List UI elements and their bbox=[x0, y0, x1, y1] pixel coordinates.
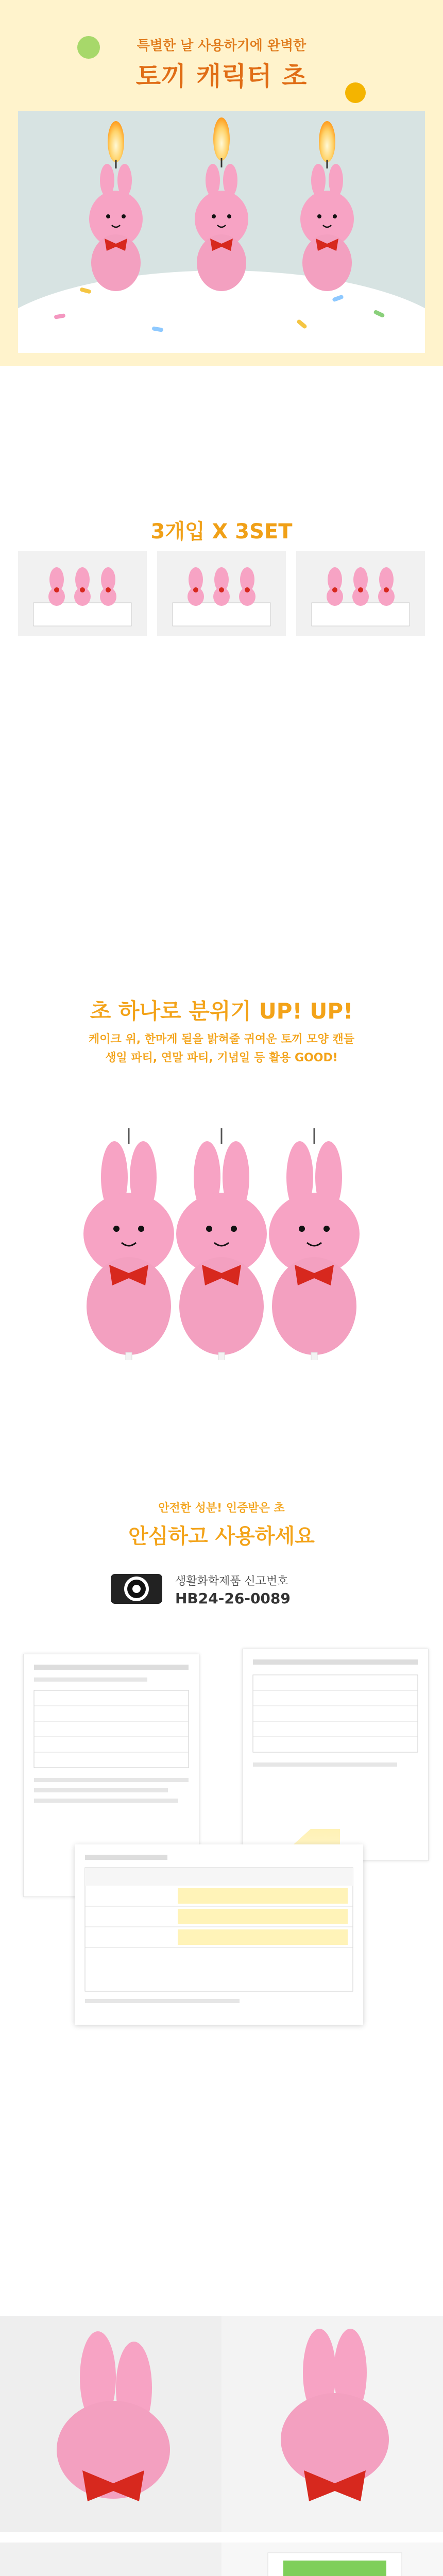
header-banner bbox=[0, 0, 443, 366]
mood-section bbox=[0, 855, 443, 1370]
header-subtitle: 특별한 날 사용하기에 완벽한 bbox=[137, 38, 306, 54]
set-pack-illustration-1 bbox=[18, 551, 147, 636]
cert-headline: 안심하고 사용하세요 bbox=[128, 1524, 315, 1548]
candle-closeup-front bbox=[0, 2316, 222, 2532]
cert-tagline: 안전한 성분! 인증받은 초 bbox=[158, 1502, 285, 1515]
mood-line-2: 생일 파티, 연말 파티, 기념일 등 활용 GOOD! bbox=[105, 1052, 338, 1064]
big-candle-2 bbox=[176, 1128, 267, 1370]
certification-section bbox=[0, 1360, 443, 2298]
hero-candles-illustration bbox=[18, 111, 425, 353]
cert-detail-table-card bbox=[75, 1844, 363, 2025]
big-candle-1 bbox=[83, 1128, 174, 1370]
set-card-1 bbox=[18, 551, 147, 636]
set-pack-illustration-2 bbox=[157, 551, 286, 636]
set-title: 3개입 X 3SET bbox=[150, 520, 293, 544]
cert-number: HB24-26-0089 bbox=[175, 1590, 291, 1607]
big-candle-3 bbox=[269, 1128, 360, 1370]
header-title: 토끼 캐릭터 초 bbox=[135, 61, 308, 91]
set-pack-illustration-3 bbox=[296, 551, 425, 636]
mood-title: 초 하나로 분위기 UP! UP! bbox=[90, 998, 353, 1024]
candle-pack-retail bbox=[222, 2543, 443, 2576]
set-card-3 bbox=[296, 551, 425, 636]
mood-line-1: 케이크 위, 한마게 될을 밝혀줄 귀여운 토끼 모양 캔들 bbox=[89, 1033, 354, 1046]
set-card-2 bbox=[157, 551, 286, 636]
set-section bbox=[0, 443, 443, 855]
kc-safety-mark-icon bbox=[111, 1574, 162, 1604]
big-candles-illustration bbox=[0, 1123, 443, 1370]
candle-pack-open bbox=[0, 2543, 222, 2576]
cert-label: 생활화학제품 신고번호 bbox=[175, 1575, 288, 1588]
candle-closeup-back bbox=[222, 2316, 443, 2532]
gallery-section bbox=[0, 2298, 443, 2576]
hero-photo bbox=[18, 111, 425, 353]
